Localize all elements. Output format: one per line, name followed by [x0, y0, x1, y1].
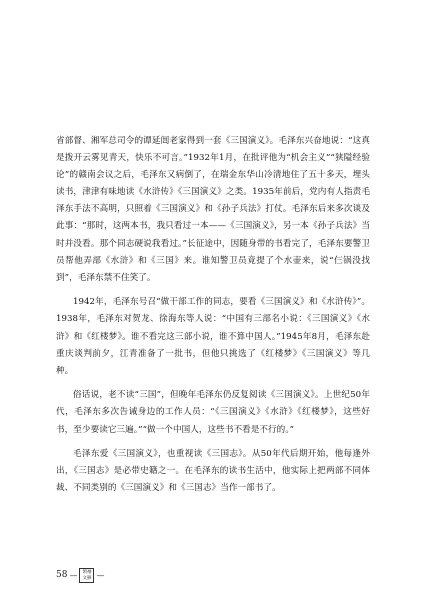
- logo-line-1: 領袖: [82, 570, 92, 575]
- footer-dash-icon: —: [96, 570, 105, 580]
- paragraph-2: 1942年，毛泽东号召“做干部工作的同志，要看《三国演义》和《水浒传》”。1938年，毛泽东对贺龙、徐海东等人说：“中国有三部名小说：《三国演义》《水浒》和《红楼梦》。谁不看完这三部小说，谁不算中国人。”1945年8月，毛泽东赴重庆谈判前夕，江青准备了一批书，但他只挑选了《红楼梦》《三国演义》等几种。: [56, 297, 370, 376]
- footer-dash-icon: —: [69, 570, 78, 580]
- paragraph-1: 省部督、湘军总司令的谭延闿老家得到一套《三国演义》。毛泽东兴奋地说：“这真是拨开云雾见青天，快乐不可言。”1932年1月，在批评他为“机会主义”“狭隘经验论”的赣南会议之后，毛泽东又病倒了，在瑞金东华山冷清地住了五十多天，埋头读书，津津有味地读《水浒传》《三国演义》之类。1935年前后，党内有人指责毛泽东手法不高明，只照着《三国演义》和《孙子兵法》打仗。毛泽东后来多次谈及此事：“那时，这两本书，我只看过一本——《三国演义》，另一本《孙子兵法》当时并没看。那个同志硬说我看过。”长征途中，因随身带的书看完了，毛泽东要警卫员帮他弄部《水浒》和《三国》来。谁知警卫员竟提了个水壶来，说“仨锅没找到”，毛泽东禁不住笑了。: [56, 136, 370, 283]
- publication-logo-icon: [79, 568, 94, 583]
- body-text: [56, 133, 370, 497]
- logo-line-2: 文摘: [82, 575, 92, 581]
- paragraph-3: 俗话说，老不读“三国”，但晚年毛泽东仍反复阅读《三国演义》。上世纪50年代，毛泽东多次告诫身边的工作人员：“《三国演义》《水浒》《红楼梦》，这些好书，至少要读它三遍。”“做一个中国人，这些书不看是不行的。”: [56, 390, 370, 435]
- page-footer: [56, 567, 104, 583]
- paragraph-4: 毛泽东爱《三国演义》，也重视读《三国志》。从50年代后期开始，他每逢外出，《三国志》是必带史籍之一。在毛泽东的读书生活中，他实际上把两部不同体裁、不同类别的《三国演义》和《三国志》当作一部书了。: [56, 449, 370, 494]
- page-number: 58: [56, 570, 68, 580]
